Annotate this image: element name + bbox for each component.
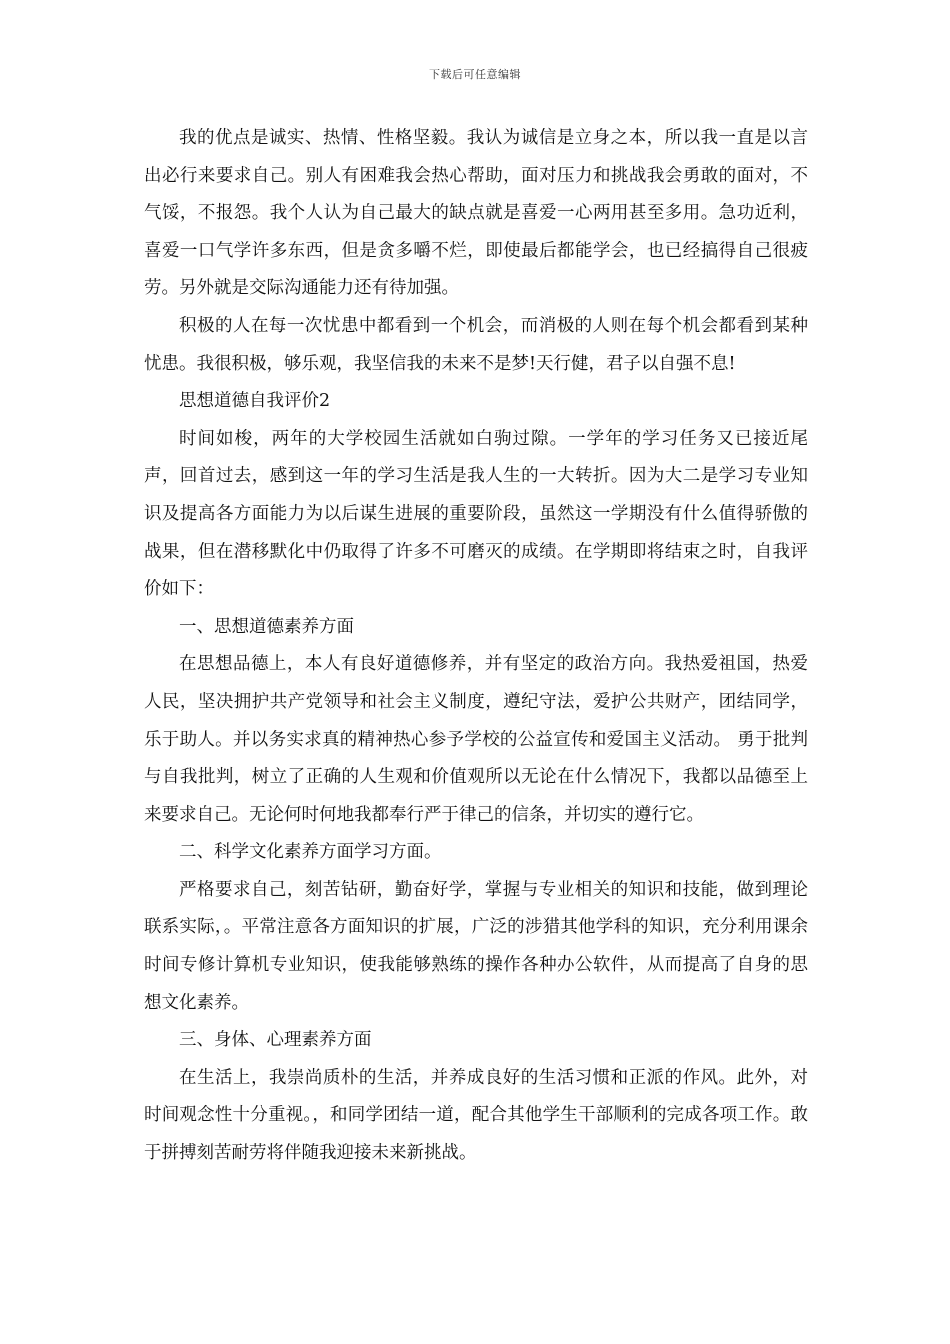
paragraph-science: 严格要求自己，刻苦钻研，勤奋好学，掌握与专业相关的知识和技能，做到理论联系实际，。平常注意各方面知识的扩展，广泛的涉猎其他学科的知识，充分利用课余时间专修计算机专业知识，使我能够熟练的操作各种办公软件，从而提高了自身的思想文化素养。 <box>144 879 808 1013</box>
page-header-note: 下载后可任意编辑 <box>429 68 521 81</box>
section-title: 思想道德自我评价2 <box>179 391 331 412</box>
paragraph-optimism: 积极的人在每一次忧患中都看到一个机会，而消极的人则在每个机会都看到某种忧患。我很积极，够乐观，我坚信我的未来不是梦!天行健，君子以自强不息! <box>144 315 808 374</box>
heading-science: 二、科学文化素养方面学习方面。 <box>179 842 442 863</box>
paragraph-moral: 在思想品德上，本人有良好道德修养，并有坚定的政治方向。我热爱祖国，热爱人民，坚决拥护共产党领导和社会主义制度，遵纪守法，爱护公共财产，团结同学，乐于助人。并以务实求真的精神热心参予学校的公益宣传和爱国主义活动。 勇于批判与自我批判，树立了正确的人生观和价值观所以无论在什么情况下，我都以品德至上来要求自己。无论何时何地我都奉行严于律己的信条，并切实的遵行它。 <box>144 654 808 825</box>
paragraph-strengths: 我的优点是诚实、热情、性格坚毅。我认为诚信是立身之本，所以我一直是以言出必行来要求自己。别人有困难我会热心帮助，面对压力和挑战我会勇敢的面对，不气馁，不报怨。我个人认为自己最大的缺点就是喜爱一心两用甚至多用。急功近利，喜爱一口气学许多东西，但是贪多嚼不烂，即使最后都能学会，也已经搞得自己很疲劳。另外就是交际沟通能力还有待加强。 <box>144 128 808 299</box>
paragraph-body-mind: 在生活上，我崇尚质朴的生活，并养成良好的生活习惯和正派的作风。此外，对时间观念性十分重视。，和同学团结一道，配合其他学生干部顺利的完成各项工作。敢于拼搏刻苦耐劳将伴随我迎接未来新挑战。 <box>144 1067 808 1164</box>
document-body <box>144 120 808 1173</box>
heading-moral: 一、思想道德素养方面 <box>179 616 354 637</box>
paragraph-intro: 时间如梭，两年的大学校园生活就如白驹过隙。一学年的学习任务又已接近尾声，回首过去，感到这一年的学习生活是我人生的一大转折。因为大二是学习专业知识及提高各方面能力为以后谋生进展的重要阶段，虽然这一学期没有什么值得骄傲的战果，但在潜移默化中仍取得了许多不可磨灭的成绩。在学期即将结束之时，自我评价如下： <box>144 428 808 600</box>
heading-body-mind: 三、身体、心理素养方面 <box>179 1030 372 1051</box>
